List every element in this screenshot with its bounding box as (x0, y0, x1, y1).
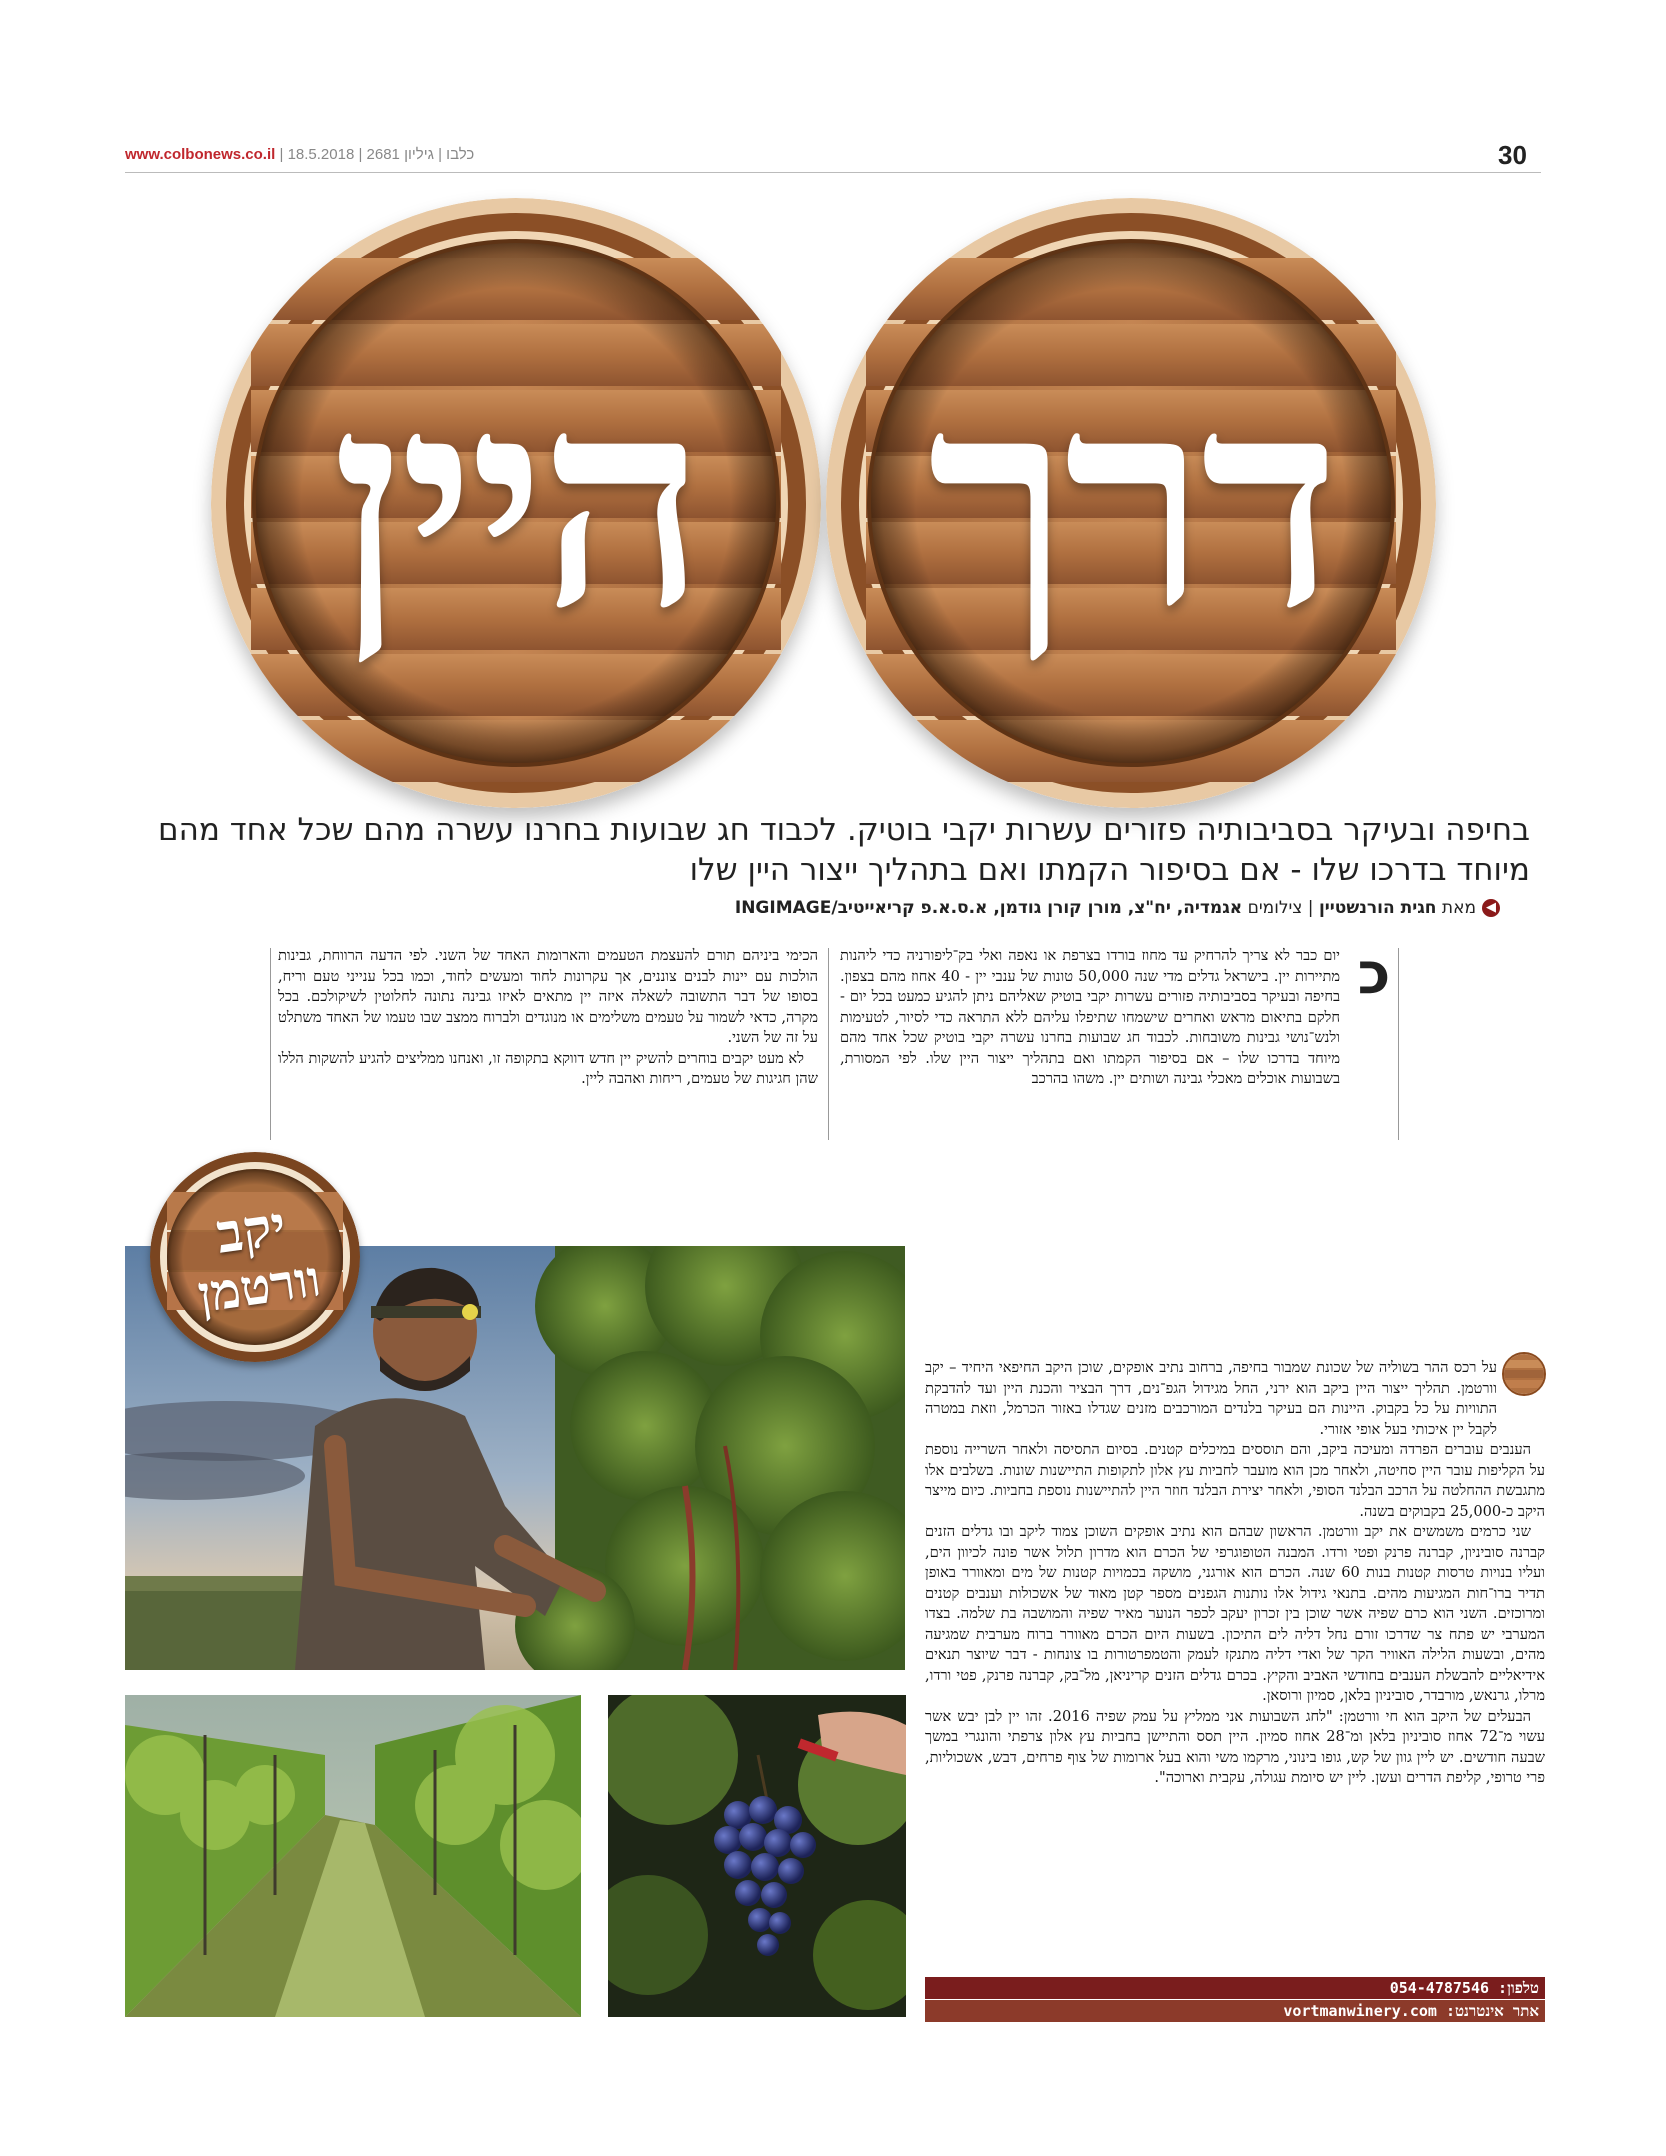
page-number: 30 (1498, 140, 1527, 170)
winery-paragraph: על רכס ההר בשוליה של שכונת שמבור בחיפה, ברחוב נתיב אופקים, שוכן היקב החיפאי היחיד – יקב וורטמן. תהליך ייצור היין ביקב הוא ירני, החל מגידול הגפ־נים, דרך הבציר והכנת היין ועד להדבקת התוויות על כל בקבוק. היינות הם בעיקר בלנדים המורכבים מזנים שגדלו באזור הכרמל, וזאת במטרה לקבל יין איכותי בעל אופי אזורי. (925, 1359, 1497, 1438)
badge-text (150, 1152, 360, 1362)
winery-website-text[interactable]: אתר אינטרנט: vortmanwinery.com (1283, 2002, 1539, 2020)
winery-website[interactable] (925, 2000, 1545, 2022)
intro-paragraph: לא מעט יקבים בוחרים להשיק יין חדש דווקא בתקופה זו, ואנחנו ממליצים להגיע להשקות הללו שהן חגיגות של טעמים, ריחות ואהבה ליין. (278, 1049, 818, 1087)
column-rule (828, 948, 829, 1140)
credit-line (400, 898, 1500, 918)
intro-column-left (278, 946, 818, 1090)
column-rule (270, 948, 271, 1140)
credit-photographers: אגמדיה, יח"צ, מורן קורן גודמן, א.ס.א.פ קריאייטיב/INGIMAGE (734, 898, 1243, 918)
column-rule (1398, 948, 1399, 1140)
site-link[interactable]: www.colbonews.co.il (125, 146, 276, 163)
winery-paragraph: שני כרמים משמשים את יקב וורטמן. הראשון שבהם הוא נתיב אופקים השוכן צמוד ליקב ובו גדלים הזנים קברנה סוביניון, קברנה פרנק ופטי ורדו. המבנה הטופוגרפי של הכרם הוא מדרון תלול אשר פונה לכיוון הים, ועליו בנויות טרסות קטנות בנות 60 שנה. הכרם הוא אורגני, מושקה בכמויות קטנות של מים ומאוורר באופן תדיר ברו־חות המגיעות מהים. בתנאי גידול אלו נותנות הגפנים מספר קטן מאוד של אשכולות וענבים קטנים ומרוכזים. השני הוא כרם שפיה אשר שוכן בין זכרון יעקב לכפר הנוער מאיר שפיה והמושבה בת שלמה. בצדו המערבי יש פתח צר שדרכו זורם נחל דליה לים התיכון. בשעות היום הכרם מאוורר ברוח מערבית שמגיעה מהים, ובשעות הלילה האוויר הקר של ואדי דליה מתנקז לעמק והטמפרטורות בו צונחות - דבר שיוצר תנאים אידיאליים להבשלת הענבים בחודשי האביב והקיץ. בכרם גדלים הזנים קריניאן, מל־בק, קברנה פרנק, פטי ורדו, מרלו, גרנאש, מורבדר, סוביניון בלאן, סמיון ורוסאן. (925, 1523, 1545, 1704)
intro-paragraph: הכימי ביניהם תורם להעצמת הטעמים והארומות האחד של השני. לפי הדעה הרווחת, גבינות הולכות עם יינות לבנים צוננים, אך עקרונות לחוד ומעשים לחוד, וכמו בכל ענייני טעם וריח, בסופו של דבר התשובה לשאלה איזה יין מתאים לאיזו גבינה נתונה לחלוטין לשיקולכם. בכל מקרה, כדאי לשמור על טעמים משלימים או מנוגדים ולברוח ממצב שבו טעמו של האחד משתלט על זה של השני. (278, 947, 818, 1046)
barrel-left (211, 198, 821, 808)
winery-phone-text: טלפון: 054-4787546 (1389, 1979, 1539, 1997)
header-divider (125, 172, 1541, 173)
photo-grape-harvest (608, 1695, 906, 2017)
credit-by-label: מאת (1441, 898, 1476, 918)
barrel-right (826, 198, 1436, 808)
badge-line-1: יקב (212, 1192, 290, 1266)
winery-badge (150, 1152, 360, 1362)
credit-author: חגית הורנשטיין (1318, 898, 1437, 918)
header-meta (125, 146, 474, 163)
subtitle: בחיפה ובעיקר בסביבותיה פזורים עשרות יקבי בוטיק. לכבוד חג שבועות בחרנו עשרה מהם שכל אחד מהם מיוחד בדרכו שלו - אם בסיפור הקמתו ואם בתהליך ייצור היין שלו (158, 812, 1530, 888)
winery-paragraph: הענבים עוברים הפרדה ומעיכה ביקב, והם תוססים במיכלים קטנים. בסיום התסיסה ולאחר השרייה נוספת על הקליפות עובר היין סחיטה, ולאחר מכן הוא מועבר לחביות עץ אלון לתקופות התיישנות שונות. בשלבים אלו מתגבשת ההחלטה על הרכב הבלנד הסופי, ולאחר יצירת הבלנד חוזר היין להתיישנות נוספת בחביות. כיום מייצר היקב כ-25,000 בקבוקים בשנה. (925, 1441, 1545, 1520)
title-word-left: היין (331, 333, 701, 673)
winery-article (925, 1358, 1545, 1789)
winery-phone (925, 1977, 1545, 1999)
winery-paragraph: הבעלים של היקב הוא חי וורטמן: "לחג השבועות אני ממליץ על עמק שפיה 2016. זהו יין לבן יבש אשר עשוי מ־72 אחוז סוביניון בלאן ומ־28 אחוז סמיון. היין תסס והתיישן בחביות עץ אלון צרפתי והונגרי במשך שבעה חודשים. יש ליין גוון של קש, גופו בינוני, מרקמו משי והוא בעל ארומות של צוף פרחים, דבש, אשכוליות, פרי טרופי, קליפת הדרים ועשן. ליין יש סיומת עגולה, עקבית וארוכה". (925, 1707, 1546, 1786)
intro-column-right: יום כבר לא צריך להרחיק עד מחוז בורדו בצרפת או נאפה ואלי בק־ליפורניה כדי ליהנות מתיירות יין. בישראל גדלים מדי שנה 50,000 טונות של ענבי יין - 40 אחוז מהם בצפון. בחיפה ובעיקר בסביבותיה פזורים עשרות יקבי בוטיק שאליהם ניתן להגיע כמעט בכל יום - חלקם בתיאום מראש ואחרים שישמחו שתיפלו עליהם ללא התראה כדי לסיור, לטעימות ולנש־נושי גבינות משובחות. לכבוד חג שבועות בחרנו עשרה יקבי בוטיק שכל אחד מהם מיוחד בדרכו שלו – אם בסיפור הקמתו ואם בתהליך ייצור היין שלו. לפי המסורת, בשבועות אוכלים מאכלי גבינה ושותים יין. משהו בהרכב (840, 947, 1340, 1087)
credit-photos-label: | צילומים (1247, 898, 1314, 918)
title-word-right: דרך (927, 333, 1335, 673)
dropcap: כ (1357, 939, 1391, 1007)
photo-vineyard-rows (125, 1695, 581, 2017)
arrow-left-icon: ◀ (1482, 899, 1500, 917)
issue-info: | כלבו | גיליון 2681 | 18.5.2018 (279, 146, 475, 163)
badge-line-2: וורטמן (194, 1248, 324, 1324)
